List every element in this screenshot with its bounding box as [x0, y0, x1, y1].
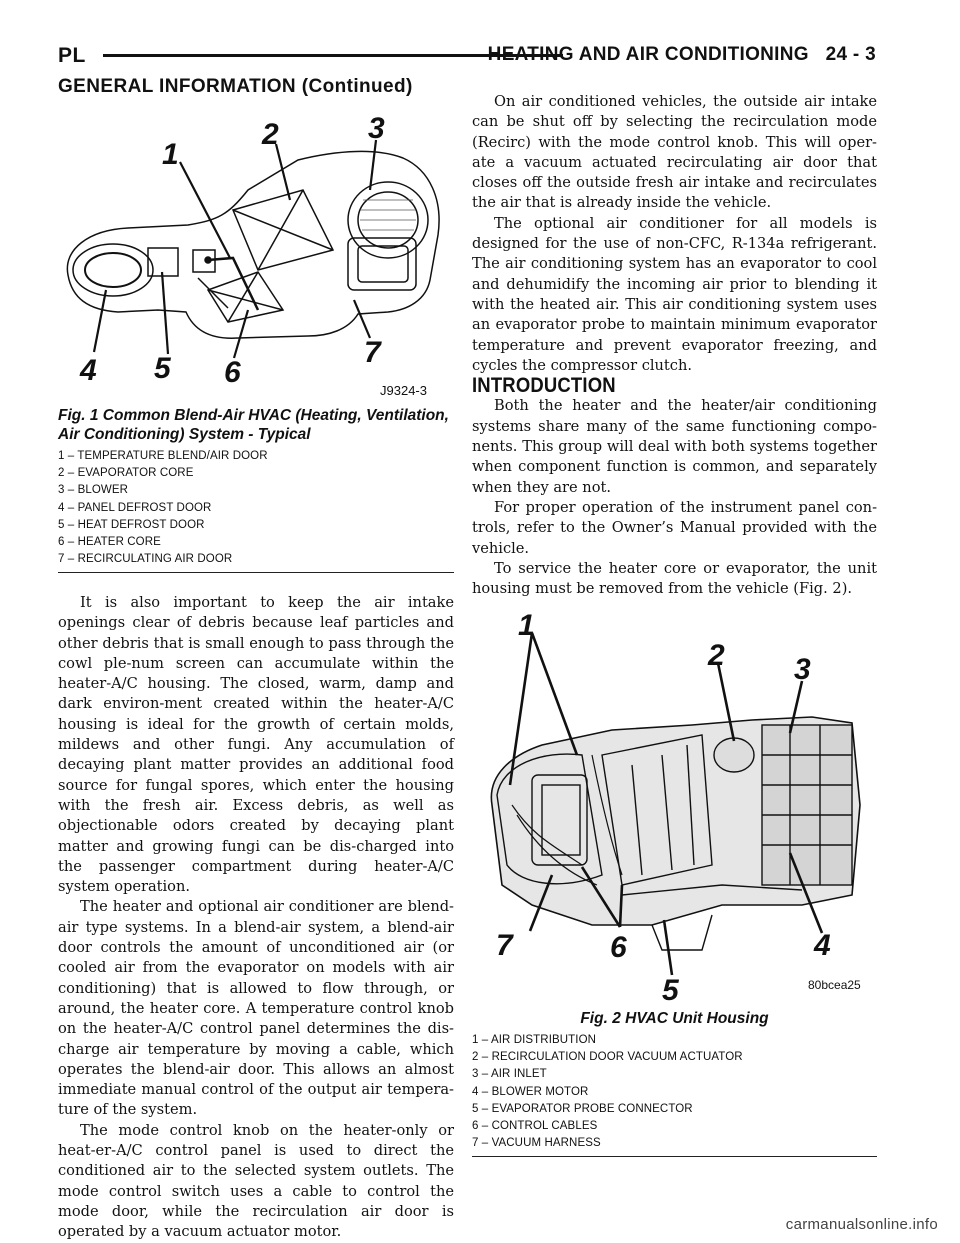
fig2-callout-2: 2	[708, 639, 725, 672]
legend-item: 3 – BLOWER	[58, 484, 129, 497]
paragraph: The heater and optional air conditioner are blend-air type systems. In a blend-air system, a blend-air door controls the amount of unconditioned air (or cooled air from the evaporator on models with air conditioning) that is allowed to flow through, or around, the heater core. A temperature control knob on the heater-A/C control panel determines the dis-charge air temperature by moving a cable, which operates the blend-air door. This allows an almost immediate manual control of the output air tempera-ture of the system.	[58, 898, 454, 1119]
section-code: PL	[58, 44, 86, 67]
fig2-callout-4: 4	[814, 929, 831, 962]
paragraph: It is also important to keep the air intake openings clear of debris because leaf particles and other debris that is small enough to pass through the cowl ple-num screen can accumulate within the heater-A/C housing. The closed, warm, damp and dark environ-ment created within the heater-A/C housing is ideal for the growth of certain molds, mildews and other fungi. Any accumulation of decaying plant matter provides an additional food source for fungal spores, which enter the housing with the fresh air. Excess debris, as well as objectionable odors created by decaying plant matter and growing fungi can be dis-charged into the passenger compartment during heater-A/C system operation.	[58, 594, 454, 896]
fig1-callout-3: 3	[368, 112, 385, 145]
header-title: HEATING AND AIR CONDITIONING 24 - 3	[487, 44, 876, 65]
right-column-text	[472, 92, 877, 599]
figure-1-caption: Fig. 1 Common Blend-Air HVAC (Heating, Ventilation, Air Conditioning) System - Typical	[58, 407, 449, 443]
legend-item: 1 – AIR DISTRIBUTION	[472, 1034, 597, 1046]
legend-item: 5 – HEAT DEFROST DOOR	[58, 518, 205, 531]
paragraph: For proper operation of the instrument panel con-trols, refer to the Owner’s Manual provided with the vehicle.	[472, 498, 877, 557]
fig1-callout-5: 5	[154, 352, 171, 385]
paragraph: To service the heater core or evaporator, the unit housing must be removed from the vehicle (Fig. 2).	[472, 559, 877, 598]
figure-1	[58, 100, 454, 570]
paragraph: The mode control knob on the heater-only or heat-er-A/C control panel is used to direct the conditioned air to the selected system outlets. The mode control switch uses a cable to control the mode door, while the recirculation air door is operated by a vacuum actuator motor.	[58, 1121, 454, 1241]
fig1-image-code: J9324-3	[380, 383, 427, 398]
left-column-text	[58, 593, 454, 1243]
fig2-callout-7: 7	[496, 929, 513, 962]
fig2-image-code: 80bcea25	[808, 978, 861, 992]
figure-1-illustration	[58, 100, 454, 400]
fig2-callout-1: 1	[518, 609, 535, 642]
section-heading: GENERAL INFORMATION (Continued)	[58, 76, 413, 97]
legend-item: 4 – PANEL DEFROST DOOR	[58, 501, 212, 514]
figure-2-legend	[472, 1032, 877, 1157]
fig1-callout-2: 2	[262, 118, 279, 151]
paragraph: On air conditioned vehicles, the outside air intake can be shut off by selecting the recirculation mode (Recirc) with the mode control knob. This will oper-ate a vacuum actuated recirculating air door that closes off the outside fresh air intake and recirculates the air that is already inside the vehicle.	[472, 93, 877, 212]
paragraph: Both the heater and the heater/air conditioning systems share many of the same functioning compo-nents. This group will deal with both systems together when component function is common, and separately when they are not.	[472, 397, 877, 496]
legend-item: 4 – BLOWER MOTOR	[472, 1085, 589, 1098]
legend-item: 3 – AIR INLET	[472, 1068, 547, 1081]
fig1-callout-7: 7	[364, 336, 381, 369]
legend-item: 7 – RECIRCULATING AIR DOOR	[58, 553, 233, 566]
page-number: 24 - 3	[825, 44, 876, 65]
introduction-heading: INTRODUCTION	[472, 374, 616, 398]
fig2-callout-3: 3	[794, 653, 811, 686]
figure-2-caption: Fig. 2 HVAC Unit Housing	[580, 1010, 769, 1027]
page-header	[58, 40, 876, 74]
watermark: carmanualsonline.info	[785, 1216, 938, 1233]
legend-item: 2 – EVAPORATOR CORE	[58, 467, 194, 480]
fig1-callout-4: 4	[80, 354, 97, 387]
figure-1-legend	[58, 448, 454, 573]
figure-2	[472, 605, 877, 1155]
fig1-callout-6: 6	[224, 356, 241, 389]
legend-item: 6 – HEATER CORE	[58, 536, 161, 549]
fig2-callout-5: 5	[662, 974, 679, 1005]
figure-2-illustration	[472, 605, 877, 1005]
legend-item: 5 – EVAPORATOR PROBE CONNECTOR	[472, 1102, 693, 1115]
legend-item: 6 – CONTROL CABLES	[472, 1120, 598, 1133]
legend-item: 1 – TEMPERATURE BLEND/AIR DOOR	[58, 450, 268, 462]
fig1-callout-1: 1	[162, 138, 179, 171]
legend-item: 2 – RECIRCULATION DOOR VACUUM ACTUATOR	[472, 1051, 743, 1064]
paragraph: The optional air conditioner for all models is designed for the use of non-CFC, R-134a refrigerant. The air conditioning system has an evaporator to cool and dehumidify the incoming air prior to blending it with the heated air. This air conditioning system uses an evaporator probe to maintain minimum evaporator temperature and prevent evaporator freezing, and cycles the compressor clutch.	[472, 214, 877, 374]
legend-item: 7 – VACUUM HARNESS	[472, 1137, 601, 1150]
fig2-callout-6: 6	[610, 931, 627, 964]
